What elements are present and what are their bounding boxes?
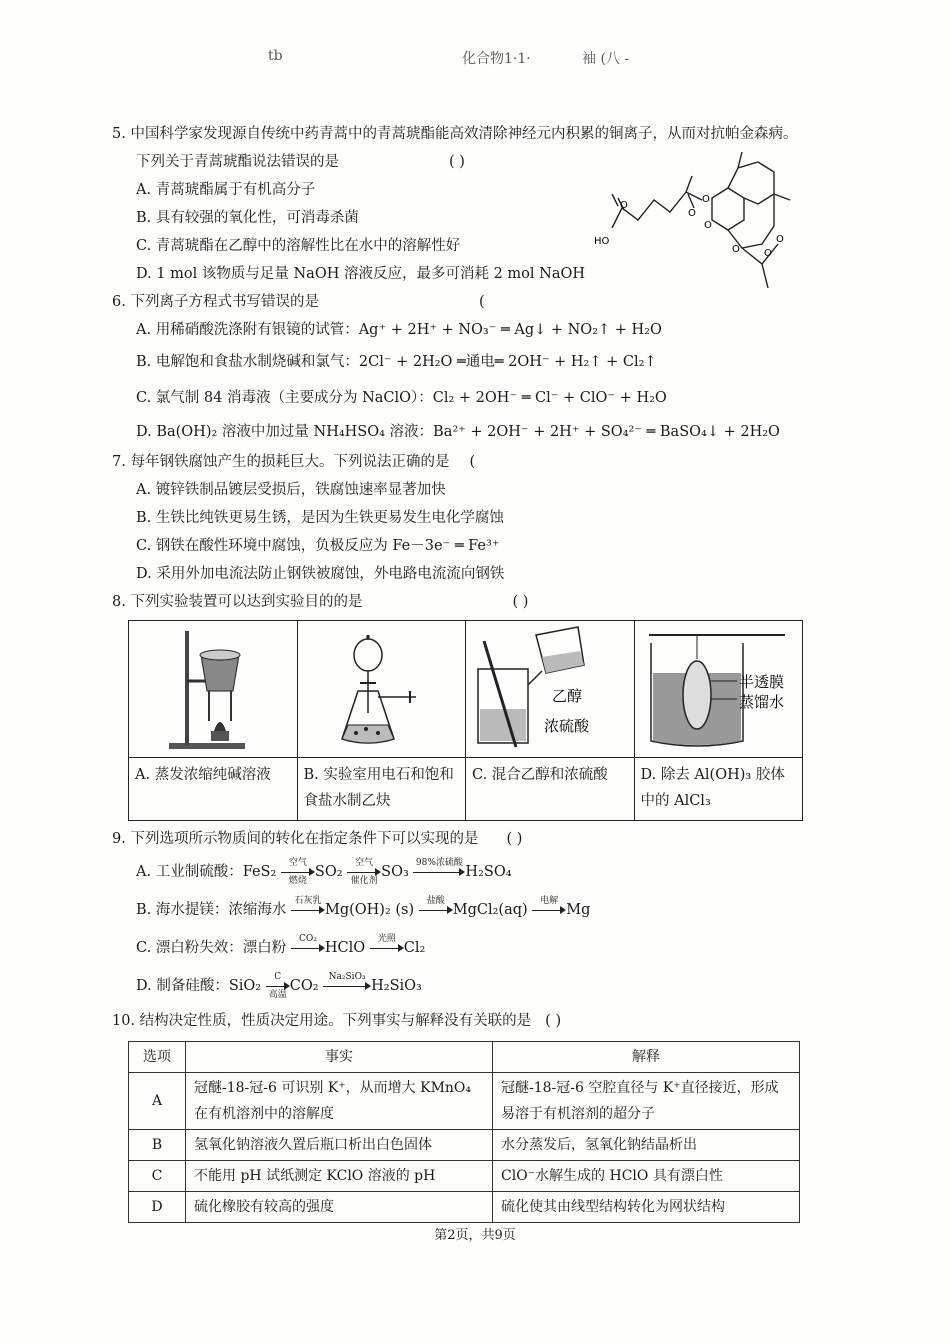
- q10-stem: 10. 结构决定性质，性质决定用途。下列事实与解释没有关联的是 ( ): [112, 1013, 562, 1029]
- header-mid: 化合物1·1·: [462, 51, 531, 67]
- q7-stem: 7. 每年钢铁腐蚀产生的损耗巨大。下列说法正确的是 (: [112, 454, 476, 470]
- q9-option-d: D. 制备硅酸：SiO₂ C 高温 CO₂ Na₂SiO₃ H₂SiO₃: [136, 972, 422, 1000]
- q5-option-d: D. 1 mol 该物质与足量 NaOH 溶液反应，最多可消耗 2 mol NaOH: [136, 266, 586, 282]
- q8-cell-c: [466, 621, 635, 758]
- q7-option-c: C. 钢铁在酸性环境中腐蚀，负极反应为 Fe－3e⁻ ═ Fe³⁺: [136, 538, 500, 554]
- water-label: 蒸馏水: [738, 693, 784, 711]
- q8-stem: 8. 下列实验装置可以达到实验目的的是 ( ): [112, 594, 529, 610]
- q9-stem: 9. 下列选项所示物质间的转化在指定条件下可以实现的是 ( ): [112, 831, 523, 847]
- q5-option-b: B. 具有较强的氧化性，可消毒杀菌: [136, 210, 359, 226]
- q6-option-d: D. Ba(OH)₂ 溶液中加过量 NH₄HSO₄ 溶液：Ba²⁺ + 2OH⁻ + 2H⁺ + SO₄²⁻ ═ BaSO₄↓ + 2H₂O: [136, 424, 780, 440]
- q10-header-option: 选项: [129, 1042, 186, 1073]
- q5-option-a: A. 青蒿琥酯属于有机高分子: [136, 182, 316, 198]
- q8-caption-d: D. 除去 Al(OH)₃ 胶体中的 AlCl₃: [634, 758, 803, 821]
- q8-caption-b: B. 实验室用电石和饱和食盐水制乙炔: [297, 758, 466, 821]
- q8-cell-b: [297, 621, 466, 758]
- acid-label: 浓硫酸: [544, 717, 590, 735]
- q8-caption-a: A. 蒸发浓缩纯碱溶液: [129, 758, 298, 821]
- q7-option-a: A. 镀锌铁制品镀层受损后，铁腐蚀速率显著加快: [136, 482, 446, 498]
- membrane-label: 半透膜: [738, 673, 784, 691]
- q5-stem: 5. 中国科学家发现源自传统中药青蒿中的青蒿琥酯能高效清除神经元内积累的铜离子，从而对抗帕金森病。: [112, 126, 798, 142]
- q10-header-explanation: 解释: [493, 1042, 800, 1073]
- q6-option-b: B. 电解饱和食盐水制烧碱和氯气：2Cl⁻ + 2H₂O ═通电═ 2OH⁻ + H₂↑ + Cl₂↑: [136, 354, 657, 370]
- svg-text:O: O: [688, 208, 696, 219]
- header-right: 袖 (八 -: [582, 51, 630, 67]
- page-footer: 第2页，共9页: [434, 1228, 516, 1243]
- q10-table: [128, 1041, 800, 1223]
- svg-text:O: O: [620, 200, 628, 211]
- q9-option-b: B. 海水提镁：浓缩海水 石灰乳 Mg(OH)₂ (s) 盐酸 MgCl₂(aq) 电解 Mg: [136, 896, 591, 918]
- mixing-apparatus-icon: [466, 621, 632, 757]
- artesunate-structure-icon: [592, 148, 852, 298]
- svg-text:O: O: [764, 248, 772, 259]
- q8-cell-d: [634, 621, 803, 758]
- table-row: A 冠醚-18-冠-6 可识别 K⁺，从而增大 KMnO₄ 在有机溶剂中的溶解度 冠醚-18-冠-6 空腔直径与 K⁺直径接近，形成易溶于有机溶剂的超分子: [129, 1073, 800, 1130]
- q8-cell-a: [129, 621, 298, 758]
- mol-ho-label: HO: [594, 236, 610, 247]
- q5-option-c: C. 青蒿琥酯在乙醇中的溶解性比在水中的溶解性好: [136, 238, 461, 254]
- svg-text:O: O: [702, 194, 710, 205]
- q8-apparatus-table: [128, 620, 803, 821]
- q7-option-d: D. 采用外加电流法防止钢铁被腐蚀，外电路电流流向钢铁: [136, 566, 505, 582]
- q9-option-c: C. 漂白粉失效：漂白粉 CO₂ HClO 光照 Cl₂: [136, 934, 426, 956]
- evaporation-apparatus-icon: [129, 621, 295, 757]
- svg-text:O: O: [776, 234, 784, 245]
- q6-option-a: A. 用稀硝酸洗涤附有银镜的试管：Ag⁺ + 2H⁺ + NO₃⁻ ═ Ag↓ + NO₂↑ + H₂O: [136, 322, 662, 338]
- acetylene-generator-icon: [298, 621, 464, 757]
- table-row: B 氢氧化钠溶液久置后瓶口析出白色固体 水分蒸发后，氢氧化钠结晶析出: [129, 1130, 800, 1161]
- table-row: D 硫化橡胶有较高的强度 硫化使其由线型结构转化为网状结构: [129, 1192, 800, 1223]
- header-left: tb: [268, 48, 283, 64]
- svg-text:O: O: [732, 244, 740, 255]
- table-row: C 不能用 pH 试纸测定 KClO 溶液的 pH ClO⁻水解生成的 HClO 具有漂白性: [129, 1161, 800, 1192]
- q7-option-b: B. 生铁比纯铁更易生锈，是因为生铁更易发生电化学腐蚀: [136, 510, 504, 526]
- dialysis-apparatus-icon: [635, 621, 801, 757]
- q8-caption-c: C. 混合乙醇和浓硫酸: [466, 758, 635, 821]
- q5-sub: 下列关于青蒿琥酯说法错误的是 ( ): [136, 154, 465, 170]
- page-header: [0, 48, 950, 76]
- q6-stem: 6. 下列离子方程式书写错误的是 (: [112, 294, 485, 310]
- svg-text:O: O: [704, 220, 712, 231]
- ethanol-label: 乙醇: [552, 687, 583, 705]
- q9-option-a: A. 工业制硫酸：FeS₂ 空气 燃烧 SO₂ 空气 催化剂 SO₃ 98%浓硫酸 H₂SO₄: [136, 858, 512, 886]
- q10-header-fact: 事实: [186, 1042, 493, 1073]
- q6-option-c: C. 氯气制 84 消毒液（主要成分为 NaClO）：Cl₂ + 2OH⁻ ═ Cl⁻ + ClO⁻ + H₂O: [136, 390, 667, 406]
